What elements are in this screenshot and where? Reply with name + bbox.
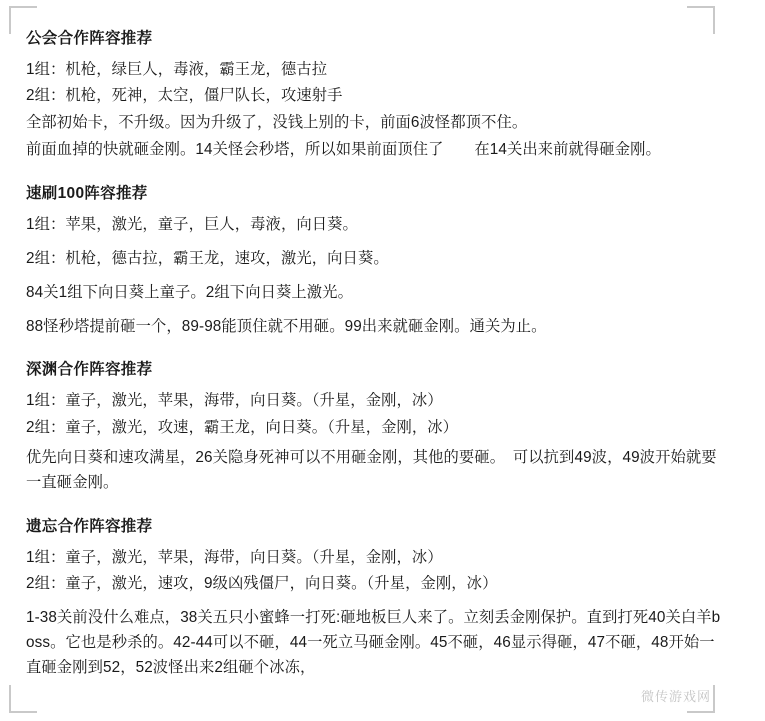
section-line: 优先向日葵和速攻满星，26关隐身死神可以不用砸金刚，其他的要砸。 可以抗到49波，49波开始就要一直砸金刚。 [26, 449, 717, 492]
watermark: 微传游戏网 [640, 689, 711, 704]
section-line: 1组：童子，激光，苹果，海带，向日葵。（升星，金刚，冰） [26, 548, 443, 566]
section-line: 1组：童子，激光，苹果，海带，向日葵。（升星，金刚，冰） [26, 391, 443, 409]
crop-mark-bottom-left [9, 685, 37, 713]
section-abyss-coop [26, 361, 726, 496]
section-title: 公会合作阵容推荐 [26, 30, 153, 47]
section-line: 1组：苹果，激光，童子，巨人，毒液，向日葵。 [26, 216, 358, 234]
section-title: 速刷100阵容推荐 [26, 184, 148, 202]
section-line: 全部初始卡，不升级。因为升级了，没钱上别的卡，前面6波怪都顶不住。 [26, 114, 528, 132]
section-oblivion-coop [26, 518, 726, 680]
section-line: 前面血掉的快就砸金刚。14关怪会秒塔，所以如果前面顶住了 在14关出来前就得砸金刚。 [26, 140, 661, 158]
section-line: 1-38关前没什么难点，38关五只小蜜蜂一打死:砸地板巨人来了。立刻丢金刚保护。直到打死40关白羊boss。它也是秒杀的。42-44可以不砸，44一死立马砸金刚。45不砸，46显示得砸，47不砸，48开始一直砸金刚到52，52波怪出来2组砸个冰冻， [26, 609, 721, 676]
section-line: 2组：童子，激光，攻速，霸王龙，向日葵。（升星，金刚，冰） [26, 418, 459, 436]
section-title: 遗忘合作阵容推荐 [26, 517, 153, 535]
section-guild-coop [26, 30, 726, 163]
section-line: 2组：机枪，死神，太空，僵尸队长，攻速射手 [26, 87, 343, 105]
section-title: 深渊合作阵容推荐 [26, 361, 153, 379]
section-line: 84关1组下向日葵上童子。2组下向日葵上激光。 [26, 283, 353, 301]
section-fast-farm-100 [26, 185, 726, 340]
section-line: 88怪秒塔提前砸一个，89-98能顶住就不用砸。99出来就砸金刚。通关为止。 [26, 317, 547, 335]
document-content [26, 30, 726, 684]
section-line: 2组：童子，激光，速攻，9级凶残僵尸，向日葵。（升星，金刚，冰） [26, 575, 498, 593]
section-line: 1组：机枪，绿巨人，毒液，霸王龙，德古拉 [26, 60, 328, 78]
section-line: 2组：机枪，德古拉，霸王龙，速攻，激光，向日葵。 [26, 250, 389, 268]
